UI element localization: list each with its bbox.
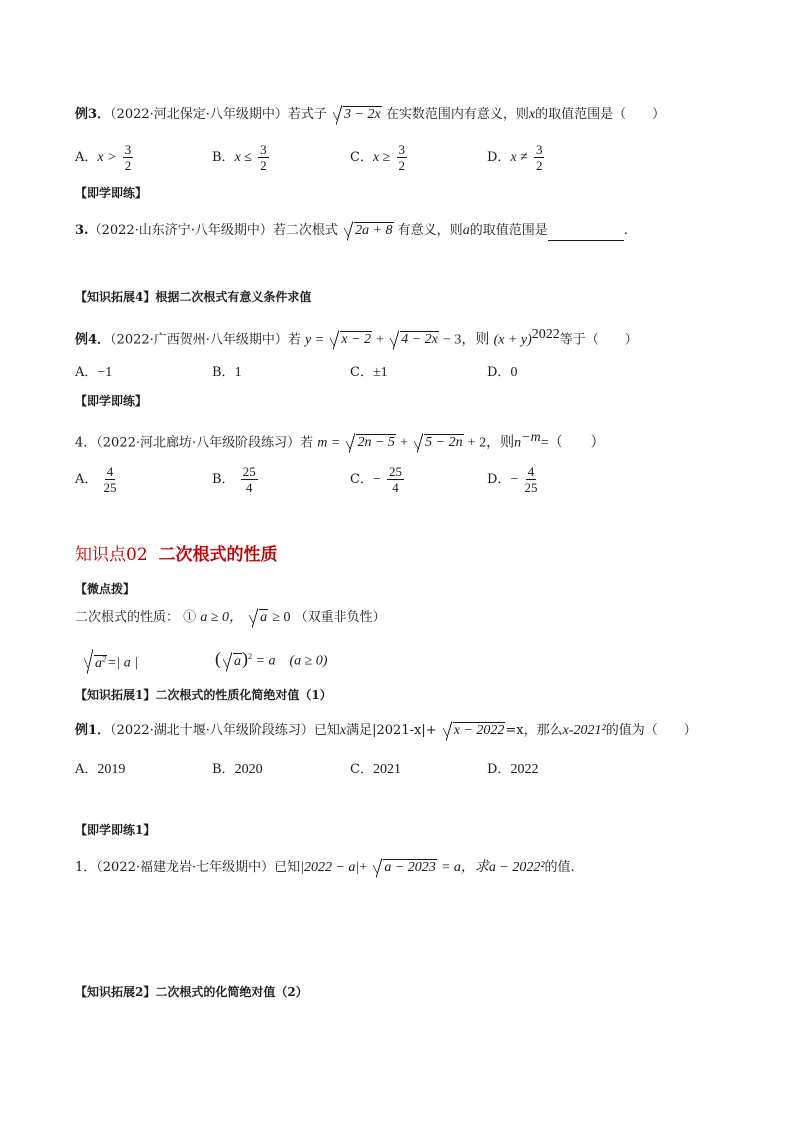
extension-2-heading: 【知识拓展2】二次根式的化简绝对值（2） — [75, 985, 308, 999]
example-1-question: 例1．（2022·湖北十堰·八年级阶段练习）已知x满足|2021-x|+ x − 2022=x，那么x-2021²的值为（ ） — [75, 721, 697, 741]
micro-tip-label: 【微点拨】 — [75, 582, 136, 596]
option-a[interactable]: A．2019 — [75, 762, 126, 777]
option-b[interactable]: B．2020 — [212, 762, 263, 777]
sqrt-a: a — [249, 608, 268, 628]
sqrt-x-minus-2: x − 2 — [330, 330, 372, 350]
formula-sqrt-a-squared-2: ( a)$^2$ = a (a ≥ 0) — [215, 647, 327, 672]
option-c[interactable]: C．2021 — [350, 762, 401, 777]
option-c[interactable]: C．x ≥ $\frac{3}{2}$ — [350, 142, 405, 173]
option-a[interactable]: A． $\frac{4}{25}$ — [75, 464, 117, 495]
option-d[interactable]: D．0 — [487, 365, 518, 380]
example-4-question: 例4．（2022·广西贺州·八年级期中）若 y = x − 2 + 4 − 2x − 3，则 $(x + y)^{2022}$等于（ ） — [75, 325, 638, 350]
practice-label: 【即学即练】 — [75, 394, 148, 408]
option-d[interactable]: D．x ≠ $\frac{3}{2}$ — [487, 142, 543, 173]
option-d[interactable]: D．− $\frac{4}{25}$ — [487, 464, 538, 495]
example-3-question: 例3．（2022·河北保定·八年级期中）若式子 3 − 2x 在实数范围内有意义，则x的取值范围是（ ） — [75, 105, 665, 125]
extension-4-heading: 【知识拓展4】根据二次根式有意义条件求值 — [75, 290, 312, 304]
option-a[interactable]: A．−1 — [75, 365, 113, 380]
formula-sqrt-a-squared: $a^2=|$ a | — [82, 649, 138, 674]
option-c[interactable]: C．− $\frac{25}{4}$ — [350, 464, 402, 495]
practice-label: 【即学即练1】 — [75, 823, 156, 837]
sqrt-a-minus-2023: a − 2023 — [373, 858, 436, 878]
sqrt-2a-plus-8: 2a + 8 — [344, 221, 393, 241]
section-heading: 知识点02 二次根式的性质 — [75, 545, 278, 565]
question-3: 3.（2022·山东济宁·八年级期中）若二次根式 2a + 8 有意义，则a的取值范围是 . — [75, 221, 628, 241]
option-a[interactable]: A．x > $\frac{3}{2}$ — [75, 142, 132, 173]
option-d[interactable]: D．2022 — [487, 762, 539, 777]
property-line: 二次根式的性质： ① a ≥ 0， a ≥ 0 （双重非负性） — [75, 608, 386, 628]
sqrt-2n-minus-5: 2n − 5 — [346, 433, 395, 453]
practice-label: 【即学即练】 — [75, 186, 148, 200]
option-b[interactable]: B．x ≤ $\frac{3}{2}$ — [212, 142, 267, 173]
sqrt-x-minus-2022: x − 2022 — [443, 721, 506, 741]
question-1: 1．（2022·福建龙岩·七年级期中）已知|2022 − a|+ a − 2023 = a，求a − 2022²的值. — [75, 858, 575, 878]
option-c[interactable]: C．±1 — [350, 365, 388, 380]
extension-1-heading: 【知识拓展1】二次根式的性质化简绝对值（1） — [75, 688, 332, 702]
question-4: 4．（2022·河北廊坊·八年级阶段练习）若 m = 2n − 5 + 5 − 2n + 2，则$n^{-m}=$（ ） — [75, 428, 605, 453]
sqrt-5-minus-2n: 5 − 2n — [414, 433, 463, 453]
sqrt-3-minus-2x: 3 − 2x — [333, 105, 382, 125]
sqrt-4-minus-2x: 4 − 2x — [390, 330, 439, 350]
answer-blank[interactable] — [548, 226, 624, 241]
option-b[interactable]: B．1 — [212, 365, 242, 380]
option-b[interactable]: B． $\frac{25}{4}$ — [212, 464, 256, 495]
